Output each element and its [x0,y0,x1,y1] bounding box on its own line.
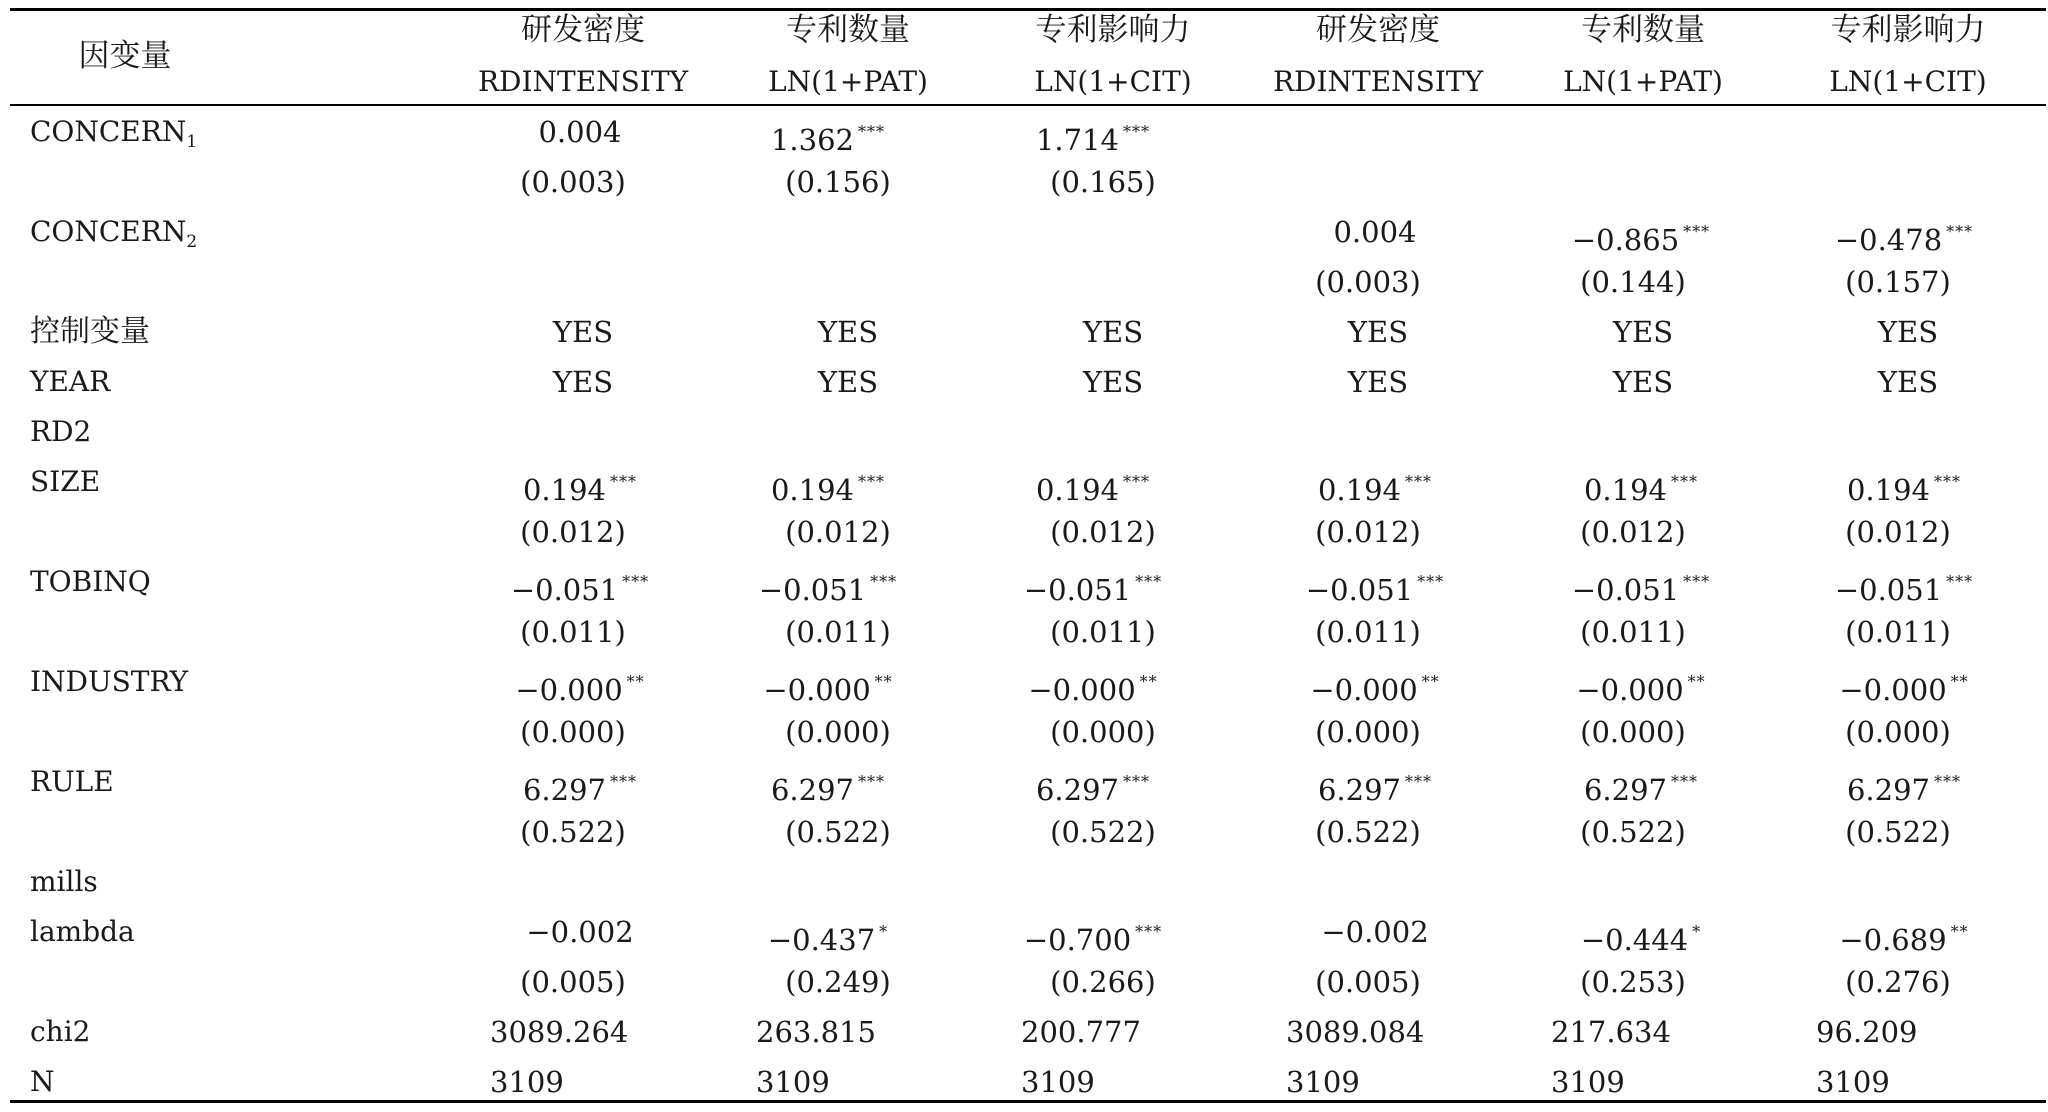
coefficient-value: −0.051 [510,573,619,607]
coefficient-cell [515,664,644,708]
statistic-cell: 3109 [1551,1065,1625,1099]
significance-stars: *** [870,572,898,591]
coefficient-cell [511,564,649,608]
row-label-text: RULE [30,765,114,798]
table-bottom-rule [10,1100,2046,1103]
standard-error-cell: (0.011) [1050,615,1156,649]
coefficient-cell [1576,664,1705,708]
significance-stars: ** [1139,672,1158,691]
standard-error-cell: (0.003) [1315,265,1421,299]
standard-error-cell: (0.156) [785,165,891,199]
standard-error-cell: (0.522) [1845,815,1951,849]
standard-error-cell: (0.012) [1845,515,1951,549]
coefficient-cell [1839,664,1968,708]
column-header-name: 专利数量 [786,12,910,48]
row-label-text: lambda [30,915,135,948]
significance-stars: *** [1123,772,1151,791]
significance-stars: * [1692,922,1702,941]
standard-error-cell: (0.011) [785,615,891,649]
indicator-cell: YES [552,365,614,399]
coefficient-cell [1584,764,1698,808]
indicator-cell: YES [552,315,614,349]
coefficient-value: 6.297 [1317,773,1402,807]
indicator-cell: YES [1612,315,1674,349]
indicator-cell: YES [1347,365,1409,399]
column-header-code: LN(1+CIT) [1034,65,1192,98]
significance-stars: *** [1135,922,1163,941]
column-header-code: LN(1+PAT) [1563,65,1723,98]
coefficient-cell [1306,564,1444,608]
table-top-rule [10,8,2046,11]
significance-stars: *** [1683,222,1711,241]
indicator-cell: YES [817,365,879,399]
dependent-variable-label: 因变量 [78,38,172,74]
coefficient-value: 0.194 [1317,473,1402,507]
significance-stars: *** [1405,772,1433,791]
coefficient-cell [523,764,637,808]
standard-error-cell: (0.000) [1315,715,1421,749]
significance-stars: *** [858,122,886,141]
coefficient-value: −0.002 [526,915,634,949]
statistic-cell: 3089.264 [490,1015,629,1049]
standard-error-cell: (0.011) [1580,615,1686,649]
coefficient-cell [1036,464,1150,508]
statistic-cell: 200.777 [1021,1015,1141,1049]
significance-stars: *** [1135,572,1163,591]
coefficient-value: 6.297 [770,773,855,807]
indicator-cell: YES [1877,315,1939,349]
coefficient-cell [1584,464,1698,508]
indicator-cell: YES [1612,365,1674,399]
coefficient-cell [759,564,897,608]
coefficient-value: −0.000 [1576,673,1684,707]
indicator-cell: YES [1347,315,1409,349]
coefficient-value: −0.000 [1310,673,1418,707]
coefficient-cell [1847,764,1961,808]
standard-error-cell: (0.011) [1845,615,1951,649]
standard-error-cell: (0.249) [785,965,891,999]
coefficient-cell [768,914,888,958]
coefficient-value: 0.004 [538,115,622,149]
row-label [30,314,150,350]
significance-stars: *** [610,472,638,491]
coefficient-value: −0.478 [1834,223,1943,257]
statistic-cell: 3109 [1816,1065,1890,1099]
significance-stars: *** [1405,472,1433,491]
coefficient-value: −0.000 [1028,673,1136,707]
row-label-text: CONCERN [30,215,187,248]
row-label-text: TOBINQ [30,565,151,598]
row-label [30,464,100,500]
row-label [30,664,188,700]
significance-stars: ** [1950,922,1969,941]
significance-stars: *** [1946,222,1974,241]
coefficient-value: 1.714 [1035,123,1120,157]
row-label-text: chi2 [30,1015,91,1048]
row-label-text: CONCERN [30,115,187,148]
coefficient-value: −0.051 [1023,573,1132,607]
significance-stars: *** [1671,772,1699,791]
coefficient-value: −0.051 [1834,573,1943,607]
standard-error-cell: (0.144) [1580,265,1686,299]
row-label-text: mills [30,865,98,898]
coefficient-cell [1310,664,1439,708]
standard-error-cell: (0.000) [1845,715,1951,749]
significance-stars: *** [858,472,886,491]
coefficient-cell [1835,214,1973,258]
coefficient-cell [526,914,633,950]
coefficient-value: 6.297 [522,773,607,807]
coefficient-cell [523,464,637,508]
coefficient-cell [538,114,621,150]
coefficient-cell [1321,914,1428,950]
coefficient-value: 0.194 [1035,473,1120,507]
coefficient-cell [1036,764,1150,808]
coefficient-cell [1318,464,1432,508]
indicator-cell: YES [817,315,879,349]
significance-stars: ** [1687,672,1706,691]
standard-error-cell: (0.522) [1315,815,1421,849]
column-header-code: RDINTENSITY [1272,65,1484,98]
coefficient-value: −0.444 [1580,923,1689,957]
standard-error-cell: (0.000) [1580,715,1686,749]
row-label-text: YEAR [30,365,111,398]
coefficient-value: −0.002 [1321,915,1429,949]
significance-stars: *** [622,572,650,591]
statistic-cell: 263.815 [756,1015,876,1049]
coefficient-value: 6.297 [1583,773,1668,807]
coefficient-value: −0.051 [1571,573,1680,607]
row-label [30,214,197,260]
coefficient-value: 0.194 [522,473,607,507]
significance-stars: *** [1123,472,1151,491]
coefficient-value: 0.194 [1583,473,1668,507]
significance-stars: ** [626,672,645,691]
standard-error-cell: (0.266) [1050,965,1156,999]
coefficient-cell [1024,564,1162,608]
standard-error-cell: (0.000) [785,715,891,749]
coefficient-value: 6.297 [1846,773,1931,807]
coefficient-value: −0.051 [1305,573,1414,607]
coefficient-cell [1572,214,1710,258]
statistic-cell: 3109 [1286,1065,1360,1099]
standard-error-cell: (0.157) [1845,265,1951,299]
row-label [30,914,135,950]
column-header-code: LN(1+PAT) [768,65,928,98]
coefficient-cell [1333,214,1416,250]
row-label [30,764,114,800]
column-header-name: 专利影响力 [1035,12,1191,48]
row-label-text: RD2 [30,415,92,448]
column-header-name: 研发密度 [1316,12,1440,48]
statistic-cell: 3109 [1021,1065,1095,1099]
standard-error-cell: (0.276) [1845,965,1951,999]
standard-error-cell: (0.000) [1050,715,1156,749]
statistic-cell: 217.634 [1551,1015,1671,1049]
coefficient-cell [1847,464,1961,508]
significance-stars: *** [858,772,886,791]
coefficient-cell [1581,914,1701,958]
significance-stars: *** [1683,572,1711,591]
statistic-cell: 3109 [490,1065,564,1099]
significance-stars: *** [1671,472,1699,491]
row-label-text: INDUSTRY [30,665,189,698]
row-label [30,564,151,600]
standard-error-cell: (0.522) [785,815,891,849]
coefficient-cell [771,464,885,508]
statistic-cell: 96.209 [1816,1015,1918,1049]
significance-stars: ** [1421,672,1440,691]
coefficient-cell [1839,914,1968,958]
indicator-cell: YES [1877,365,1939,399]
coefficient-value: 6.297 [1035,773,1120,807]
indicator-cell: YES [1082,315,1144,349]
coefficient-value: −0.000 [763,673,871,707]
coefficient-cell [1835,564,1973,608]
coefficient-value: 1.362 [770,123,855,157]
coefficient-value: −0.437 [767,923,876,957]
row-label-text: 控制变量 [30,314,150,349]
standard-error-cell: (0.012) [1050,515,1156,549]
standard-error-cell: (0.012) [1315,515,1421,549]
indicator-cell: YES [1082,365,1144,399]
coefficient-value: 0.194 [1846,473,1931,507]
significance-stars: * [879,922,889,941]
coefficient-cell [1572,564,1710,608]
coefficient-value: −0.000 [515,673,623,707]
coefficient-cell [771,764,885,808]
significance-stars: ** [874,672,893,691]
standard-error-cell: (0.253) [1580,965,1686,999]
coefficient-value: 0.004 [1333,215,1417,249]
coefficient-value: −0.000 [1839,673,1947,707]
row-label-subscript: 2 [186,232,198,252]
coefficient-value: −0.051 [758,573,867,607]
significance-stars: *** [1934,472,1962,491]
coefficient-value: −0.689 [1839,923,1947,957]
row-label [30,1064,55,1100]
standard-error-cell: (0.011) [520,615,626,649]
significance-stars: *** [1946,572,1974,591]
statistic-cell: 3089.084 [1286,1015,1425,1049]
coefficient-cell [1318,764,1432,808]
standard-error-cell: (0.000) [520,715,626,749]
standard-error-cell: (0.522) [520,815,626,849]
significance-stars: *** [1123,122,1151,141]
column-header-name: 研发密度 [521,12,645,48]
row-label-text: SIZE [30,465,101,498]
standard-error-cell: (0.011) [1315,615,1421,649]
row-label [30,364,110,400]
significance-stars: *** [610,772,638,791]
standard-error-cell: (0.522) [1580,815,1686,849]
table-header-rule [10,104,2046,106]
column-header-code: LN(1+CIT) [1829,65,1987,98]
column-header-name: 专利数量 [1581,12,1705,48]
row-label [30,864,98,900]
column-header-name: 专利影响力 [1830,12,1986,48]
standard-error-cell: (0.012) [520,515,626,549]
coefficient-cell [771,114,885,158]
coefficient-cell [763,664,892,708]
standard-error-cell: (0.012) [785,515,891,549]
standard-error-cell: (0.522) [1050,815,1156,849]
row-label [30,1014,90,1050]
standard-error-cell: (0.165) [1050,165,1156,199]
coefficient-cell [1024,914,1162,958]
standard-error-cell: (0.005) [520,965,626,999]
row-label [30,114,197,160]
coefficient-cell [1028,664,1157,708]
row-label-text: N [30,1065,55,1098]
column-header-code: RDINTENSITY [477,65,689,98]
row-label [30,414,91,450]
coefficient-cell [1036,114,1150,158]
standard-error-cell: (0.005) [1315,965,1421,999]
coefficient-value: 0.194 [770,473,855,507]
significance-stars: ** [1950,672,1969,691]
coefficient-value: −0.700 [1023,923,1132,957]
row-label-subscript: 1 [186,132,198,152]
statistic-cell: 3109 [756,1065,830,1099]
coefficient-value: −0.865 [1571,223,1680,257]
significance-stars: *** [1417,572,1445,591]
standard-error-cell: (0.012) [1580,515,1686,549]
significance-stars: *** [1934,772,1962,791]
standard-error-cell: (0.003) [520,165,626,199]
